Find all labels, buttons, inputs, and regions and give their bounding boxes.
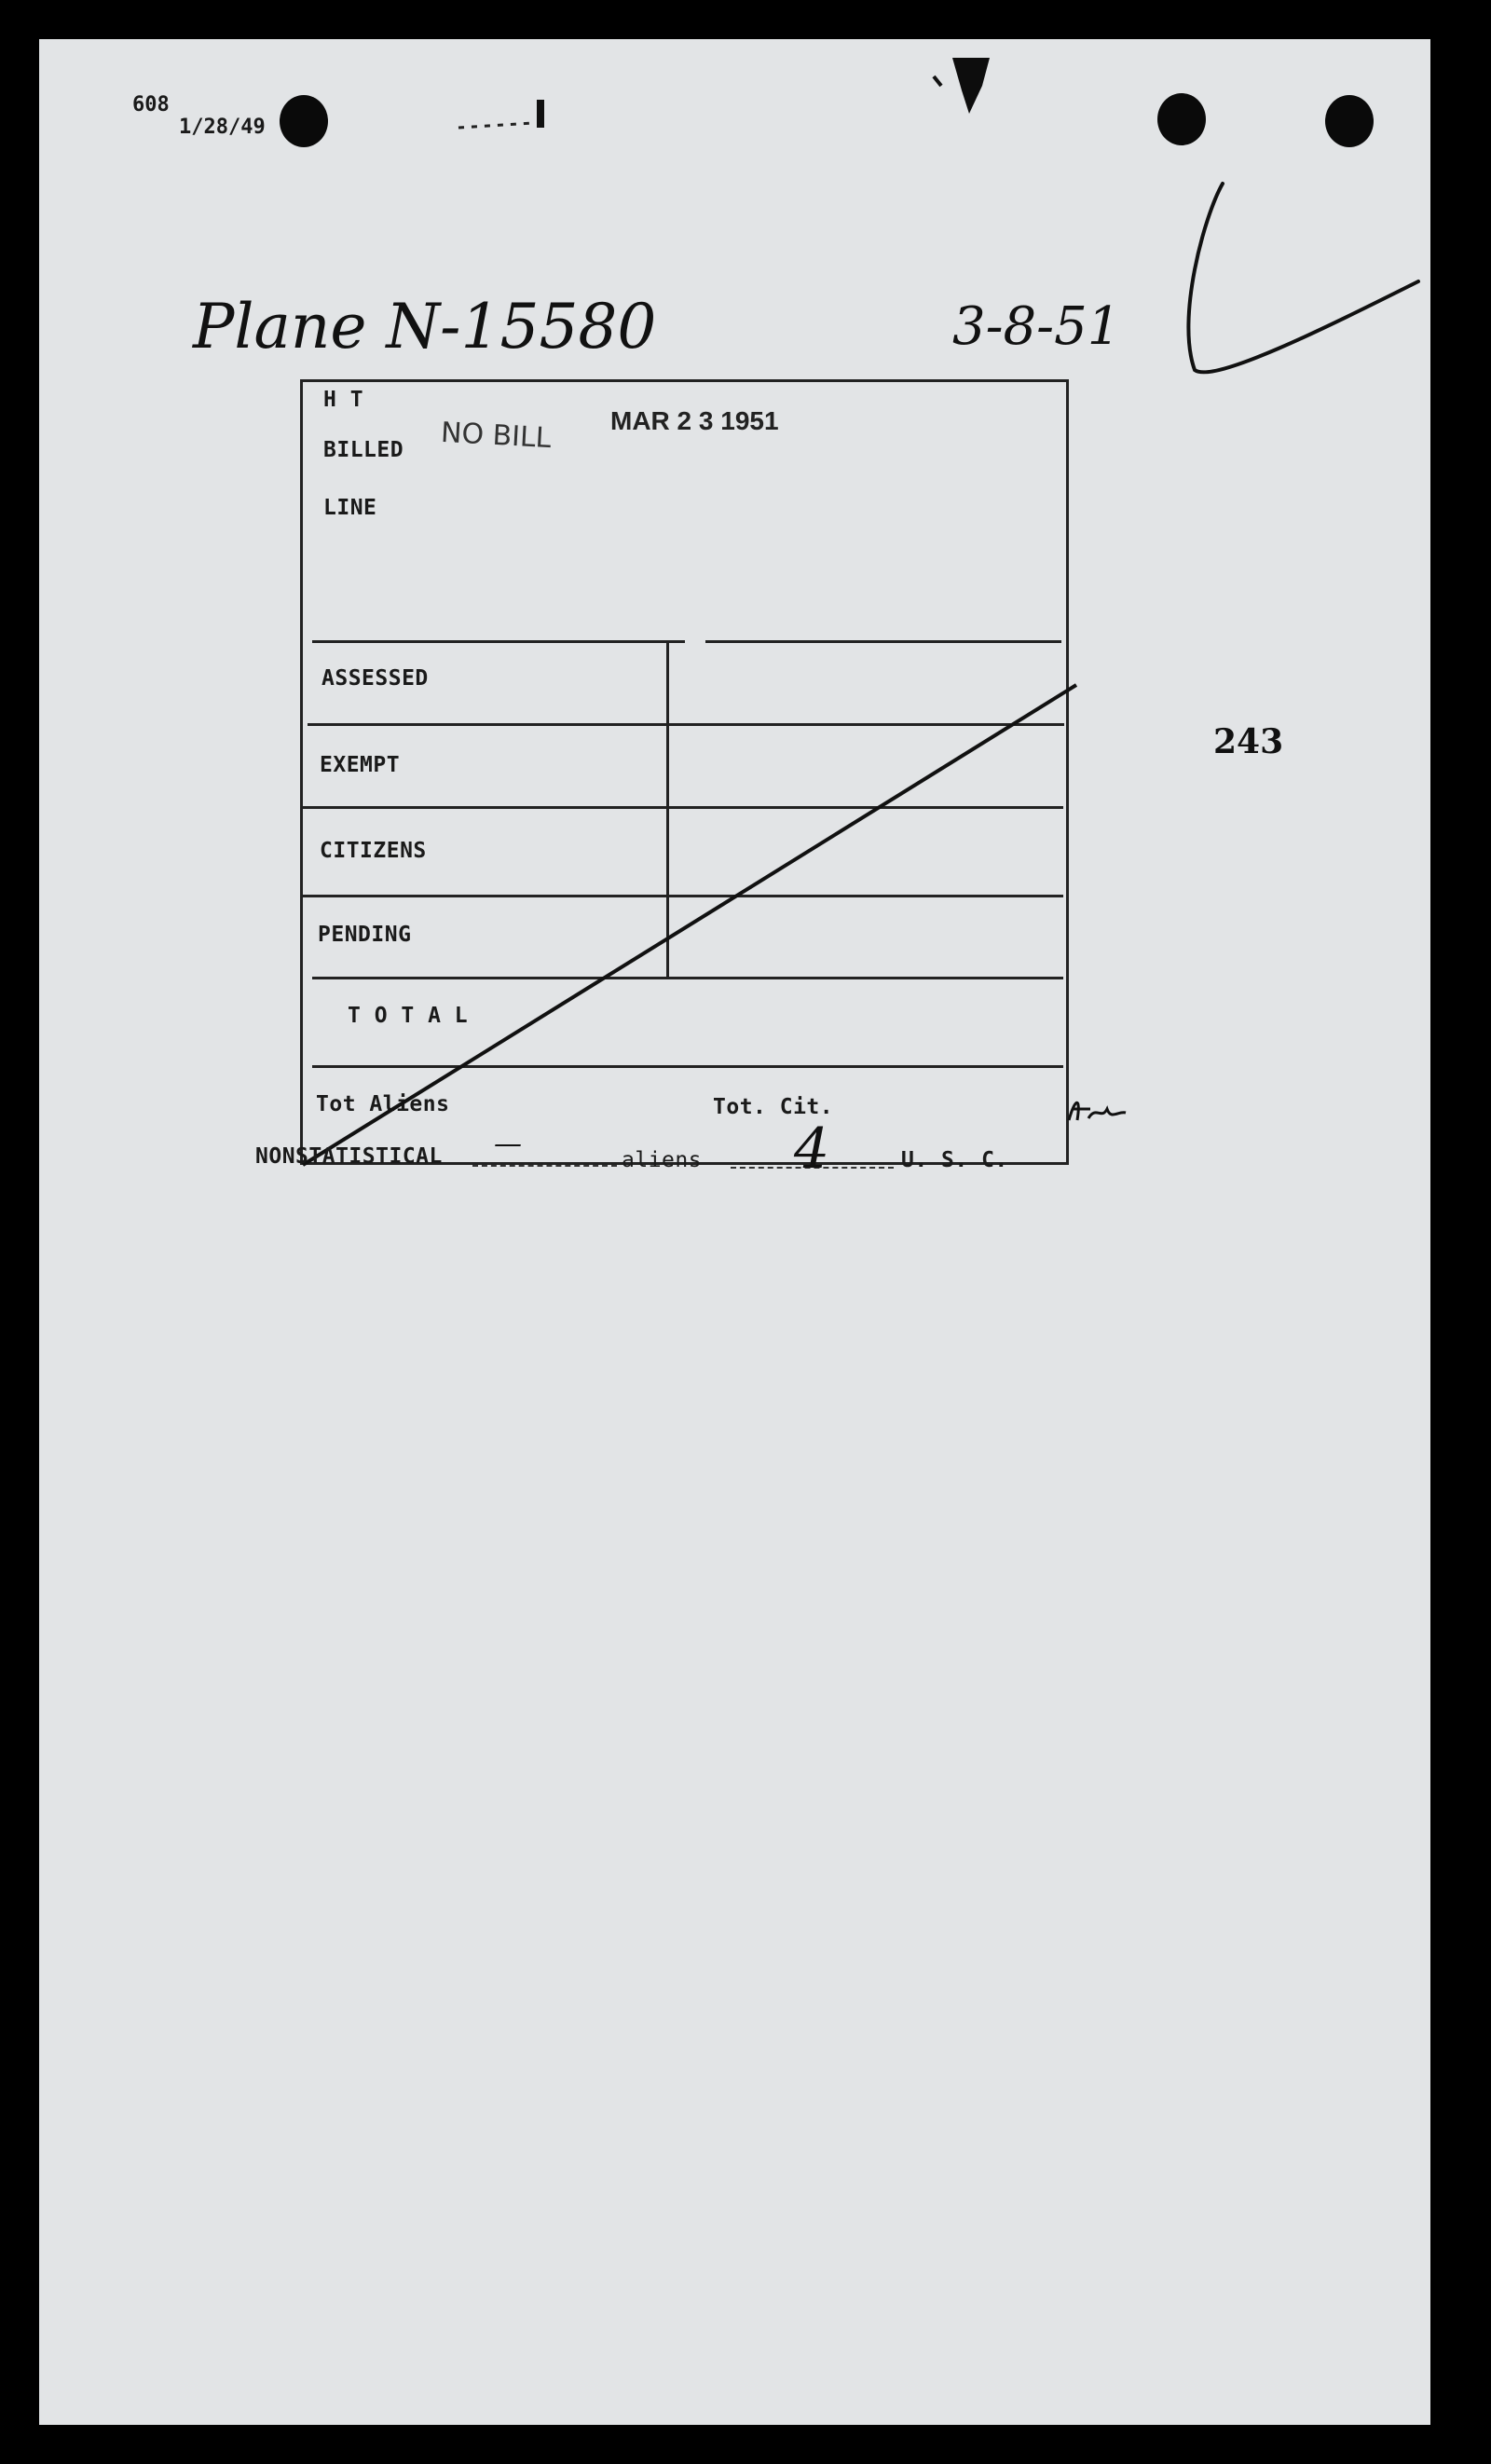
top-ink-marks [431,58,1083,160]
tot-cit-label: Tot. Cit. [713,1095,834,1119]
exempt-label: EXEMPT [320,753,401,777]
handwritten-initials [1064,1092,1129,1137]
nonstat-blank-line [472,1165,617,1167]
form-line-label: LINE [323,496,377,520]
form-billed-label: BILLED [323,438,404,462]
punch-hole-left [280,95,328,147]
corner-date [179,116,266,139]
corner-code-number: 608 [132,93,170,116]
tot-aliens-label: Tot Aliens [316,1092,450,1116]
form-ht-label: H T [323,388,364,412]
handwritten-date: 3-8-51 [952,296,1121,357]
usc-label: U. S. C. [901,1148,1008,1172]
check-mark [1139,132,1430,431]
document-page [39,39,1430,2425]
date-stamp: MAR 2 3 1951 [610,406,779,435]
nonstatistical-label: NONSTATISTICAL [255,1144,443,1169]
statistics-form [300,379,1069,1165]
initials-scribble [1064,1092,1129,1129]
handwritten-plane-number: Plane N-15580 [193,291,657,363]
corner-code [132,93,170,116]
assessed-label: ASSESSED [321,666,429,691]
nonstat-aliens-value: — [494,1128,522,1160]
usc-count-value: 4 [794,1116,830,1182]
diagonal-cancel-line [298,382,1081,1170]
aliens-label: aliens [622,1148,703,1172]
citizens-label: CITIZENS [320,839,427,863]
corner-date-text: 1/28/49 [179,116,266,139]
no-bill-stamp: NO BILL [440,416,553,456]
pending-label: PENDING [318,923,412,947]
total-label: T O T A L [348,1004,469,1028]
page-number: 243 [1213,722,1284,761]
